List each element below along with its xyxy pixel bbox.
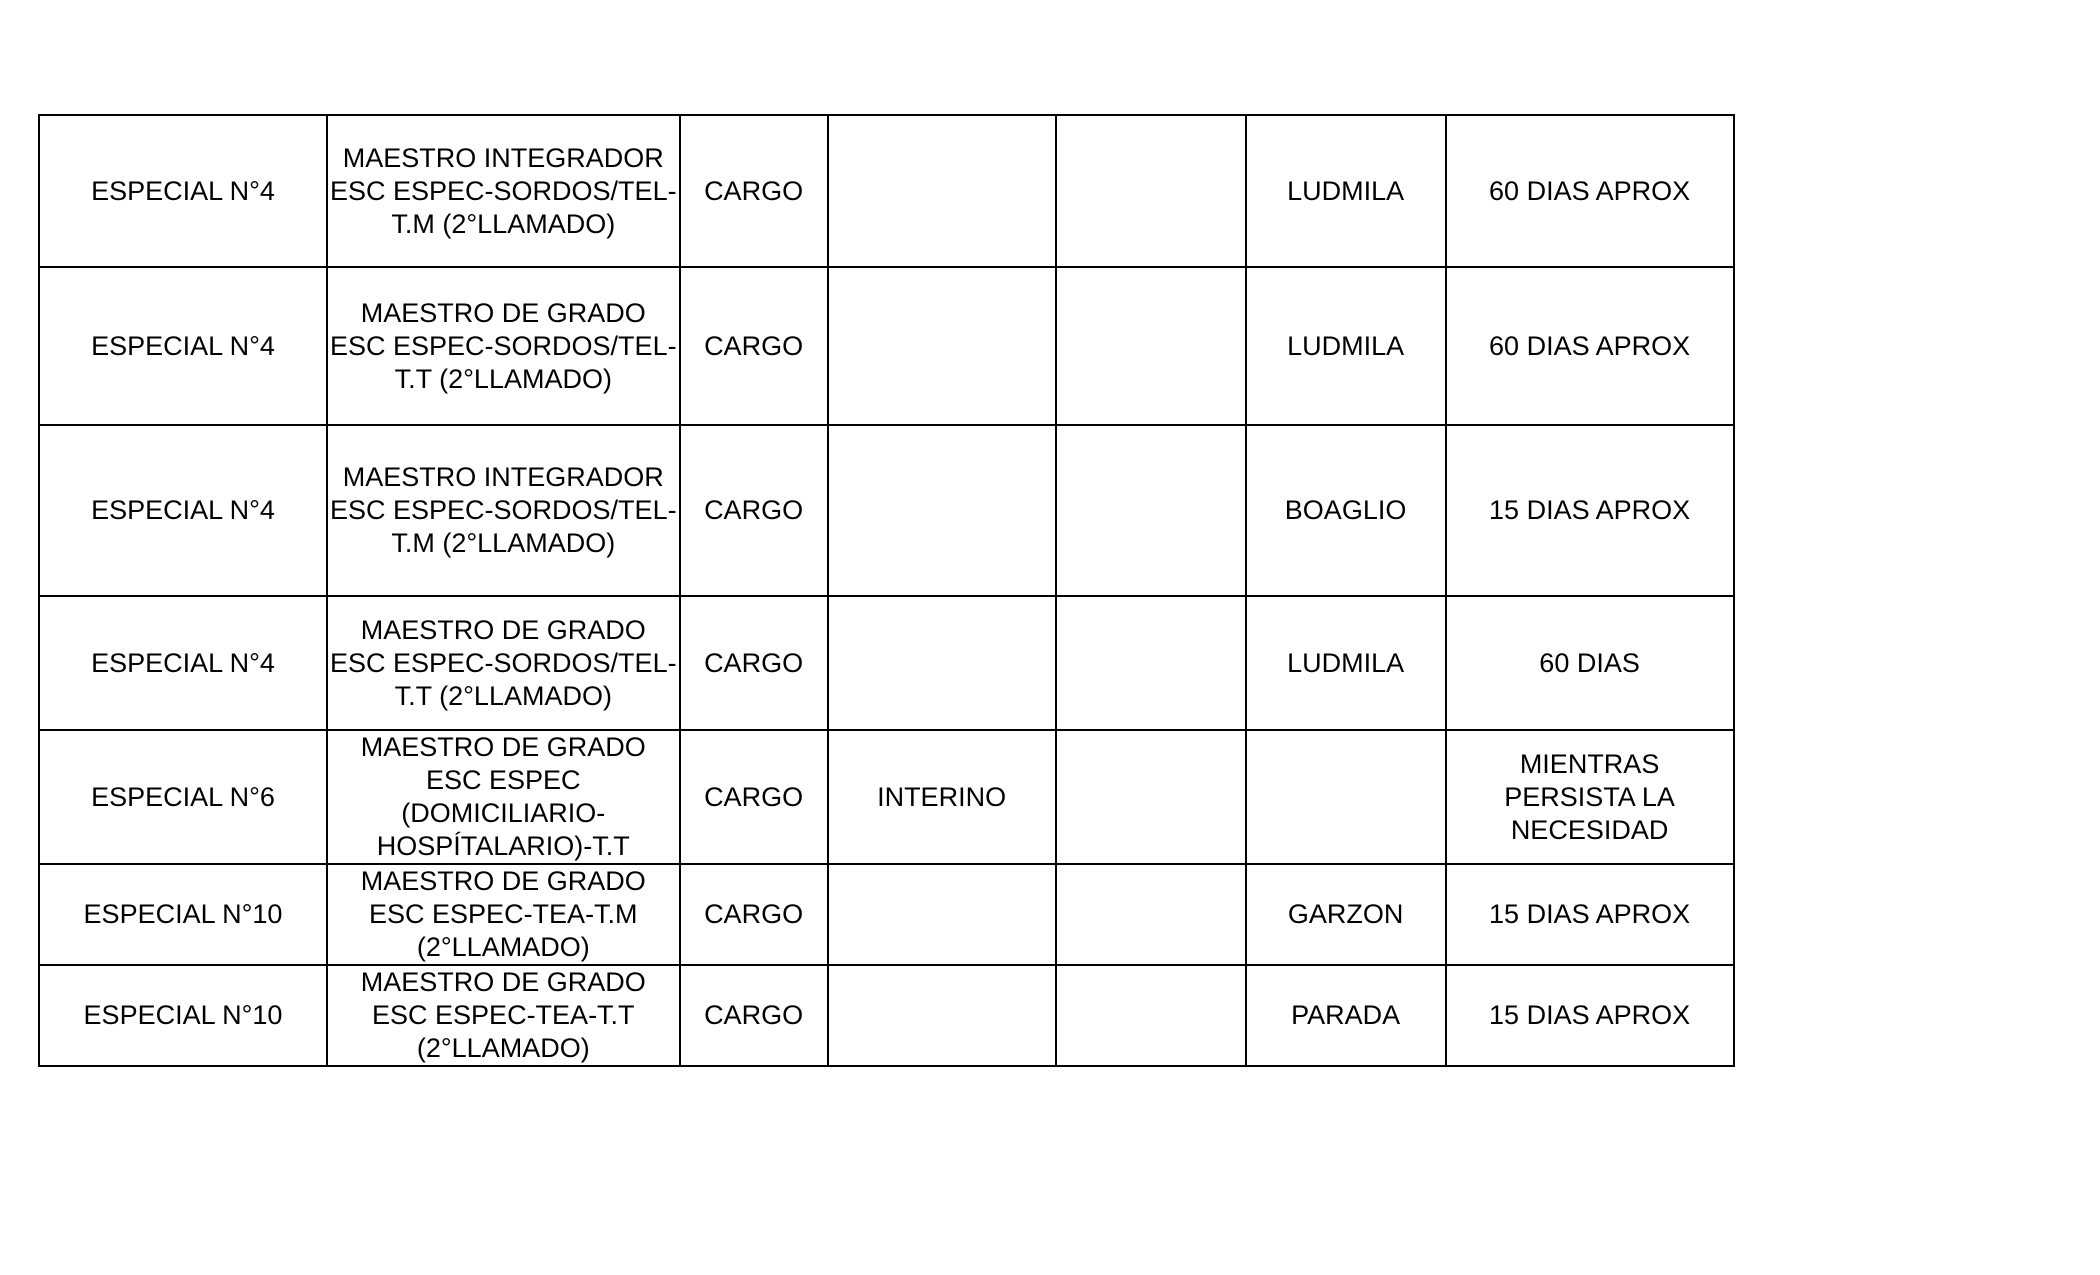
type-cell: CARGO [680, 115, 828, 267]
duration-cell [1446, 965, 1734, 1066]
table-row [39, 965, 1734, 1066]
school-cell: ESPECIAL N°4 [39, 425, 327, 596]
position-line: ESC ESPEC-SORDOS/TEL- [330, 647, 677, 678]
duration-cell [1446, 864, 1734, 965]
substitute-cell: PARADA [1246, 965, 1446, 1066]
type-cell: CARGO [680, 730, 828, 864]
character-cell [828, 115, 1056, 267]
position-line: (DOMICILIARIO- [401, 798, 606, 828]
school-cell: ESPECIAL N°10 [39, 965, 327, 1066]
character-cell [828, 425, 1056, 596]
substitute-cell: LUDMILA [1246, 596, 1446, 730]
table-row [39, 596, 1734, 730]
character-cell [828, 965, 1056, 1066]
position-line: T.M (2°LLAMADO) [391, 208, 616, 239]
duration-cell [1446, 596, 1734, 730]
position-line: T.M (2°LLAMADO) [391, 528, 616, 558]
type-cell: CARGO [680, 965, 828, 1066]
position-line: T.T (2°LLAMADO) [394, 363, 612, 394]
position-line: ESC ESPEC-TEA-T.M [369, 899, 638, 929]
duration-line: 60 DIAS APROX [1489, 175, 1691, 206]
position-line: ESC ESPEC-SORDOS/TEL- [330, 175, 677, 206]
position-cell [327, 864, 680, 965]
duration-cell [1446, 115, 1734, 267]
position-line: MAESTRO DE GRADO [360, 732, 646, 762]
position-line: ESC ESPEC-TEA-T.T [372, 1000, 635, 1030]
type-cell: CARGO [680, 267, 828, 425]
table-row [39, 267, 1734, 425]
school-cell: ESPECIAL N°10 [39, 864, 327, 965]
position-line: HOSPÍTALARIO)-T.T [376, 831, 630, 861]
position-cell [327, 425, 680, 596]
empty-cell [1056, 730, 1246, 864]
school-cell: ESPECIAL N°4 [39, 267, 327, 425]
duration-line: 15 DIAS APROX [1489, 495, 1691, 525]
duration-line: NECESIDAD [1510, 814, 1669, 845]
substitute-cell: LUDMILA [1246, 115, 1446, 267]
position-line: ESC ESPEC [426, 765, 581, 795]
table-row [39, 730, 1734, 864]
position-line: MAESTRO DE GRADO [360, 967, 646, 997]
school-cell: ESPECIAL N°6 [39, 730, 327, 864]
duration-line: PERSISTA LA [1504, 781, 1675, 812]
position-line: ESC ESPEC-SORDOS/TEL- [330, 495, 677, 525]
substitute-cell [1246, 730, 1446, 864]
position-cell [327, 730, 680, 864]
character-cell: INTERINO [828, 730, 1056, 864]
position-line: MAESTRO DE GRADO [360, 866, 646, 896]
school-cell: ESPECIAL N°4 [39, 115, 327, 267]
character-cell [828, 864, 1056, 965]
position-cell [327, 596, 680, 730]
school-cell: ESPECIAL N°4 [39, 596, 327, 730]
vacancies-table [38, 114, 1735, 1067]
substitute-cell: LUDMILA [1246, 267, 1446, 425]
duration-cell [1446, 425, 1734, 596]
table-row [39, 864, 1734, 965]
type-cell: CARGO [680, 596, 828, 730]
substitute-cell: BOAGLIO [1246, 425, 1446, 596]
duration-cell [1446, 267, 1734, 425]
position-line: MAESTRO DE GRADO [360, 297, 646, 328]
position-line: (2°LLAMADO) [416, 1033, 590, 1063]
duration-line: 15 DIAS APROX [1489, 899, 1691, 929]
duration-line: 60 DIAS [1539, 647, 1640, 678]
duration-cell [1446, 730, 1734, 864]
empty-cell [1056, 425, 1246, 596]
position-line: MAESTRO INTEGRADOR [342, 142, 664, 173]
position-line: ESC ESPEC-SORDOS/TEL- [330, 330, 677, 361]
table-row [39, 115, 1734, 267]
position-cell [327, 115, 680, 267]
position-cell [327, 267, 680, 425]
position-line: (2°LLAMADO) [416, 932, 590, 962]
table-body [39, 115, 1734, 1066]
substitute-cell: GARZON [1246, 864, 1446, 965]
type-cell: CARGO [680, 425, 828, 596]
empty-cell [1056, 115, 1246, 267]
position-line: T.T (2°LLAMADO) [394, 680, 612, 711]
type-cell: CARGO [680, 864, 828, 965]
character-cell [828, 267, 1056, 425]
table-row [39, 425, 1734, 596]
empty-cell [1056, 596, 1246, 730]
empty-cell [1056, 965, 1246, 1066]
empty-cell [1056, 864, 1246, 965]
empty-cell [1056, 267, 1246, 425]
character-cell [828, 596, 1056, 730]
duration-line: MIENTRAS [1519, 748, 1660, 779]
position-cell [327, 965, 680, 1066]
position-line: MAESTRO INTEGRADOR [342, 462, 664, 492]
duration-line: 60 DIAS APROX [1489, 330, 1691, 361]
position-line: MAESTRO DE GRADO [360, 614, 646, 645]
duration-line: 15 DIAS APROX [1489, 1000, 1691, 1030]
